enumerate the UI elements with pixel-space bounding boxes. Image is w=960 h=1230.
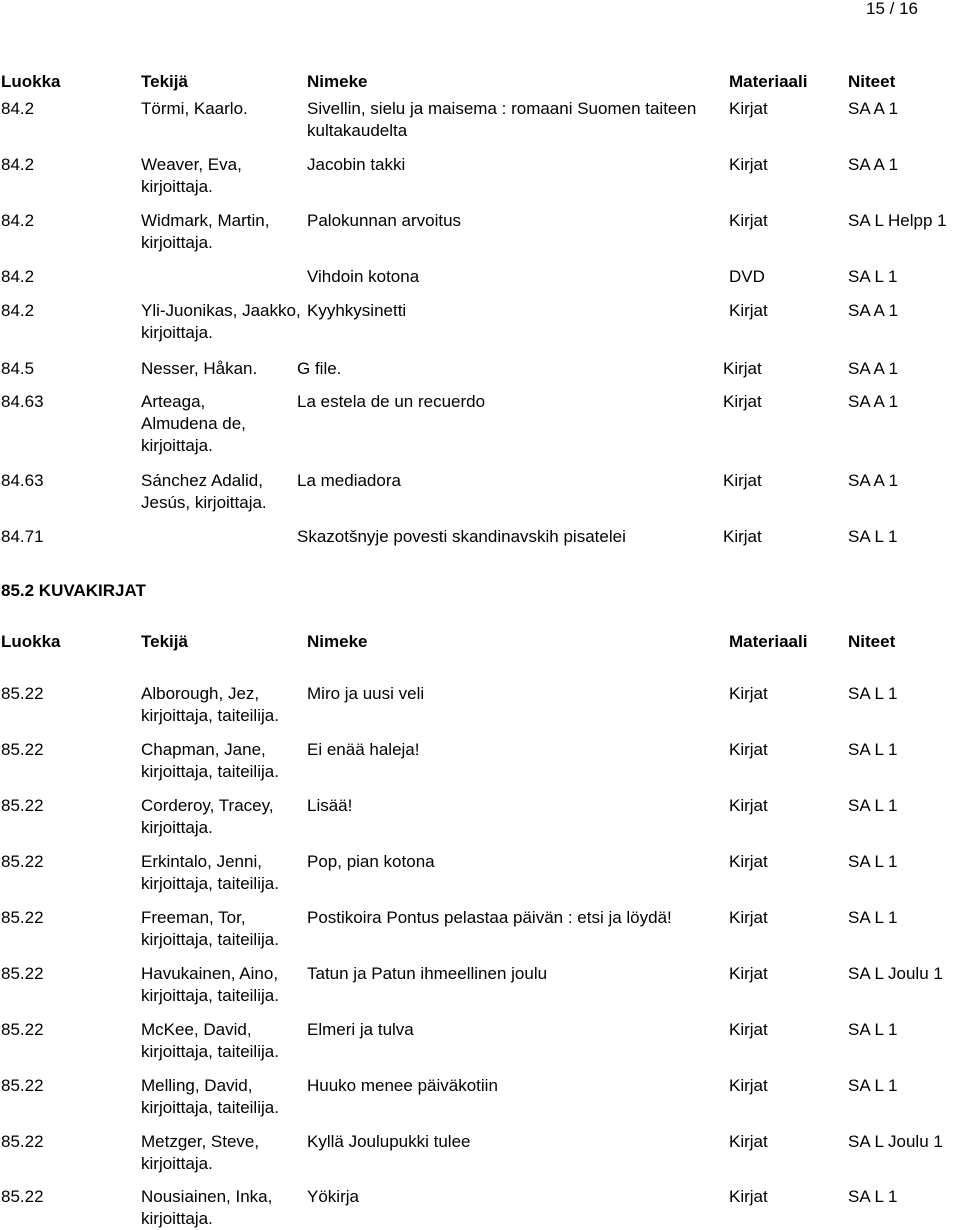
cell-niteet: SA L 1 xyxy=(848,684,898,703)
header-materiaali: Materiaali xyxy=(729,72,808,91)
header-luokka: Luokka xyxy=(1,632,61,651)
cell-materiaali: Kirjat xyxy=(729,155,768,174)
cell-niteet: SA L 1 xyxy=(848,267,898,286)
cell-materiaali: Kirjat xyxy=(723,471,762,490)
cell-niteet: SA A 1 xyxy=(848,392,899,411)
cell-tekija: Widmark, Martin, kirjoittaja. xyxy=(141,211,270,252)
cell-nimeke: Palokunnan arvoitus xyxy=(307,211,462,230)
cell-tekija: Arteaga, Almudena de, kirjoittaja. xyxy=(141,392,246,455)
cell-niteet: SA L 1 xyxy=(848,1020,898,1039)
cell-materiaali: Kirjat xyxy=(729,301,768,320)
cell-materiaali: Kirjat xyxy=(729,1132,768,1151)
cell-materiaali: Kirjat xyxy=(729,796,768,815)
header-luokka: Luokka xyxy=(1,72,61,91)
cell-luokka: 85.22 xyxy=(1,1076,44,1095)
cell-luokka: 85.22 xyxy=(1,1187,44,1206)
cell-niteet: SA A 1 xyxy=(848,301,899,320)
cell-niteet: SA A 1 xyxy=(848,155,899,174)
cell-luokka: 84.63 xyxy=(1,471,44,490)
header-niteet: Niteet xyxy=(848,632,896,651)
cell-tekija: Melling, David, kirjoittaja, taiteilija. xyxy=(141,1076,279,1117)
cell-niteet: SA L 1 xyxy=(848,740,898,759)
cell-materiaali: Kirjat xyxy=(729,99,768,118)
cell-materiaali: Kirjat xyxy=(723,527,762,546)
cell-luokka: 85.22 xyxy=(1,1020,44,1039)
cell-nimeke: Elmeri ja tulva xyxy=(307,1020,414,1039)
cell-luokka: 85.22 xyxy=(1,908,44,927)
cell-nimeke: Sivellin, sielu ja maisema : romaani Suomen taiteen kultakaudelta xyxy=(307,99,697,140)
cell-tekija: Törmi, Kaarlo. xyxy=(141,99,248,118)
cell-materiaali: Kirjat xyxy=(723,392,762,411)
cell-luokka: 84.2 xyxy=(1,211,35,230)
cell-luokka: 84.63 xyxy=(1,392,44,411)
cell-niteet: SA A 1 xyxy=(848,99,899,118)
header-nimeke: Nimeke xyxy=(307,632,368,651)
cell-tekija: Freeman, Tor, kirjoittaja, taiteilija. xyxy=(141,908,279,949)
cell-niteet: SA A 1 xyxy=(848,359,899,378)
cell-niteet: SA L 1 xyxy=(848,1076,898,1095)
cell-nimeke: Yökirja xyxy=(307,1187,359,1206)
cell-luokka: 85.22 xyxy=(1,964,44,983)
cell-niteet: SA L 1 xyxy=(848,852,898,871)
cell-nimeke: Kyllä Joulupukki tulee xyxy=(307,1132,471,1151)
cell-tekija: Yli-Juonikas, Jaakko, kirjoittaja. xyxy=(141,301,301,342)
cell-luokka: 84.2 xyxy=(1,301,35,320)
cell-materiaali: Kirjat xyxy=(729,1187,768,1206)
cell-luokka: 85.22 xyxy=(1,1132,44,1151)
cell-materiaali: Kirjat xyxy=(729,1020,768,1039)
cell-tekija: Chapman, Jane, kirjoittaja, taiteilija. xyxy=(141,740,279,781)
cell-materiaali: DVD xyxy=(729,267,765,286)
cell-materiaali: Kirjat xyxy=(729,684,768,703)
cell-niteet: SA A 1 xyxy=(848,471,899,490)
cell-tekija: Metzger, Steve, kirjoittaja. xyxy=(141,1132,260,1173)
cell-nimeke: Miro ja uusi veli xyxy=(307,684,425,703)
cell-nimeke: Ei enää haleja! xyxy=(307,740,420,759)
cell-luokka: 84.71 xyxy=(1,527,44,546)
header-tekija: Tekijä xyxy=(141,632,188,651)
page-number: 15 / 16 xyxy=(866,0,918,18)
cell-materiaali: Kirjat xyxy=(723,359,762,378)
cell-nimeke: Postikoira Pontus pelastaa päivän : etsi ja löydä! xyxy=(307,908,672,927)
cell-tekija: Nesser, Håkan. xyxy=(141,359,258,378)
cell-luokka: 84.2 xyxy=(1,267,35,286)
header-tekija: Tekijä xyxy=(141,72,188,91)
cell-niteet: SA L 1 xyxy=(848,796,898,815)
cell-nimeke: Jacobin takki xyxy=(307,155,406,174)
cell-tekija: Havukainen, Aino, kirjoittaja, taiteilija. xyxy=(141,964,279,1005)
cell-materiaali: Kirjat xyxy=(729,852,768,871)
cell-nimeke: Vihdoin kotona xyxy=(307,267,420,286)
cell-luokka: 84.2 xyxy=(1,155,35,174)
cell-materiaali: Kirjat xyxy=(729,1076,768,1095)
cell-nimeke: Huuko menee päiväkotiin xyxy=(307,1076,498,1095)
cell-materiaali: Kirjat xyxy=(729,908,768,927)
section-title: 85.2 KUVAKIRJAT xyxy=(1,581,146,600)
cell-niteet: SA L 1 xyxy=(848,527,898,546)
cell-niteet: SA L Joulu 1 xyxy=(848,1132,943,1151)
cell-tekija: Nousiainen, Inka, kirjoittaja. xyxy=(141,1187,273,1228)
cell-tekija: Weaver, Eva, kirjoittaja. xyxy=(141,155,242,196)
header-nimeke: Nimeke xyxy=(307,72,368,91)
cell-niteet: SA L Helpp 1 xyxy=(848,211,947,230)
cell-nimeke: La estela de un recuerdo xyxy=(297,392,486,411)
cell-materiaali: Kirjat xyxy=(729,740,768,759)
cell-nimeke: La mediadora xyxy=(297,471,401,490)
cell-nimeke: Lisää! xyxy=(307,796,353,815)
cell-nimeke: Skazotšnyje povesti skandinavskih pisatelei xyxy=(297,527,626,546)
cell-tekija: Erkintalo, Jenni, kirjoittaja, taiteilija. xyxy=(141,852,279,893)
cell-nimeke: Tatun ja Patun ihmeellinen joulu xyxy=(307,964,548,983)
cell-luokka: 84.2 xyxy=(1,99,35,118)
cell-luokka: 85.22 xyxy=(1,684,44,703)
header-materiaali: Materiaali xyxy=(729,632,808,651)
cell-luokka: 85.22 xyxy=(1,796,44,815)
cell-luokka: 85.22 xyxy=(1,852,44,871)
cell-nimeke: G file. xyxy=(297,359,342,378)
cell-nimeke: Pop, pian kotona xyxy=(307,852,435,871)
cell-tekija: Sánchez Adalid, Jesús, kirjoittaja. xyxy=(141,471,267,512)
cell-materiaali: Kirjat xyxy=(729,964,768,983)
cell-niteet: SA L 1 xyxy=(848,1187,898,1206)
cell-niteet: SA L Joulu 1 xyxy=(848,964,943,983)
cell-nimeke: Kyyhkysinetti xyxy=(307,301,407,320)
cell-tekija: Corderoy, Tracey, kirjoittaja. xyxy=(141,796,274,837)
cell-tekija: Alborough, Jez, kirjoittaja, taiteilija. xyxy=(141,684,279,725)
cell-luokka: 85.22 xyxy=(1,740,44,759)
cell-niteet: SA L 1 xyxy=(848,908,898,927)
cell-materiaali: Kirjat xyxy=(729,211,768,230)
header-niteet: Niteet xyxy=(848,72,896,91)
cell-luokka: 84.5 xyxy=(1,359,35,378)
cell-tekija: McKee, David, kirjoittaja, taiteilija. xyxy=(141,1020,279,1061)
